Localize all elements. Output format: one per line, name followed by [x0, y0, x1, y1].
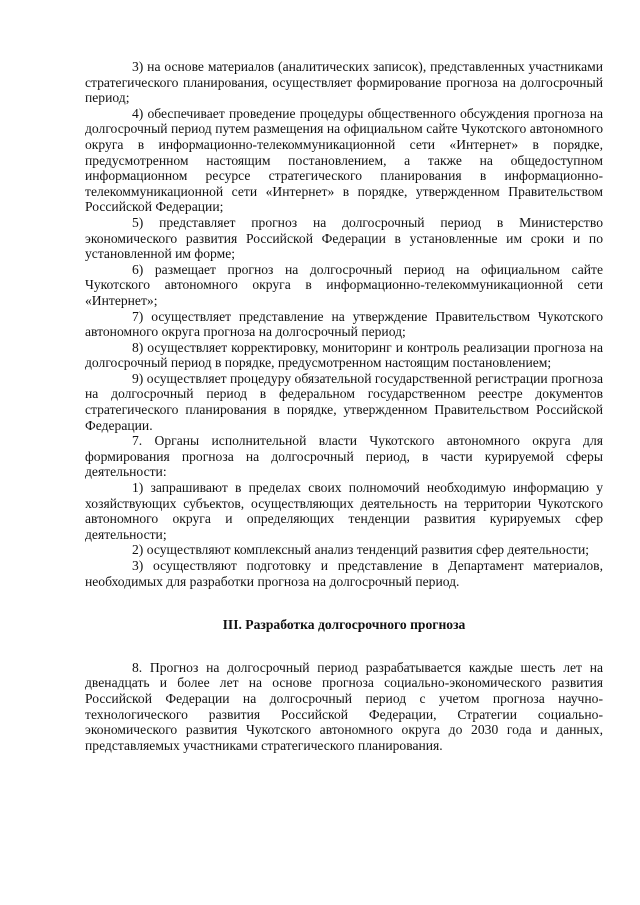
document-page [85, 59, 603, 753]
paragraph-section-7-intro: 7. Органы исполнительной власти Чукотского автономного округа для формирования прогноза на долгосрочный период, в части курируемой сферы деятельности: [85, 433, 603, 480]
paragraph-item-9: 9) осуществляет процедуру обязательной государственной регистрации прогноза на долгосрочный период в федеральном государственном реестре документов стратегического планирования в порядке, утвержденном Правительством Российской Федерации. [85, 370, 603, 433]
paragraph-section-7-item-2: 2) осуществляют комплексный анализ тенденций развития сфер деятельности; [132, 542, 590, 558]
paragraph-item-8: 8) осуществляет корректировку, мониторинг и контроль реализации прогноза на долгосрочный период в порядке, предусмотренном настоящим постановлением; [85, 339, 603, 371]
paragraph-item-7: 7) осуществляет представление на утверждение Правительством Чукотского автономного округа прогноза на долгосрочный период; [85, 308, 603, 340]
paragraph-item-6: 6) размещает прогноз на долгосрочный период на официальном сайте Чукотского автономного округа в информационно-телекоммуникационной сети «Интернет»; [85, 261, 603, 308]
paragraph-item-5: 5) представляет прогноз на долгосрочный период в Министерство экономического развития Российской Федерации в установленные им сроки и по установленной им форме; [85, 214, 603, 262]
paragraph-item-3: 3) на основе материалов (аналитических записок), представленных участниками стратегического планирования, осуществляет формирование прогноза на долгосрочный период; [85, 59, 603, 106]
paragraph-item-4: 4) обеспечивает проведение процедуры общественного обсуждения прогноза на долгосрочный период путем размещения на официальном сайте Чукотского автономного округа в информационно-телекоммуникационной сети «Интернет» в порядке, предусмотренном настоящим постановлением, а также на общедоступном информационном ресурсе стратегического планирования в информационно-телекоммуникационной сети «Интернет» в порядке, утвержденном Правительством Российской Федерации; [85, 105, 603, 215]
paragraph-section-7-item-1: 1) запрашивают в пределах своих полномочий необходимую информацию у хозяйствующих субъектов, осуществляющих деятельность на территории Чукотского автономного округа и определяющих тенденции развития курируемых сфер деятельности; [85, 480, 603, 542]
paragraph-section-7-item-3: 3) осуществляют подготовку и представление в Департамент материалов, необходимых для разработки прогноза на долгосрочный период. [85, 558, 603, 589]
paragraph-section-8: 8. Прогноз на долгосрочный период разрабатывается каждые шесть лет на двенадцать и более лет на основе прогноза социально-экономического развития Российской Федерации на долгосрочный период с учетом прогноза научно-технологического развития Российской Федерации, Стратегии социально-экономического развития Чукотского автономного округа до 2030 года и данных, представляемых участниками стратегического планирования. [85, 659, 603, 753]
section-heading: III. Разработка долгосрочного прогноза [222, 617, 466, 633]
